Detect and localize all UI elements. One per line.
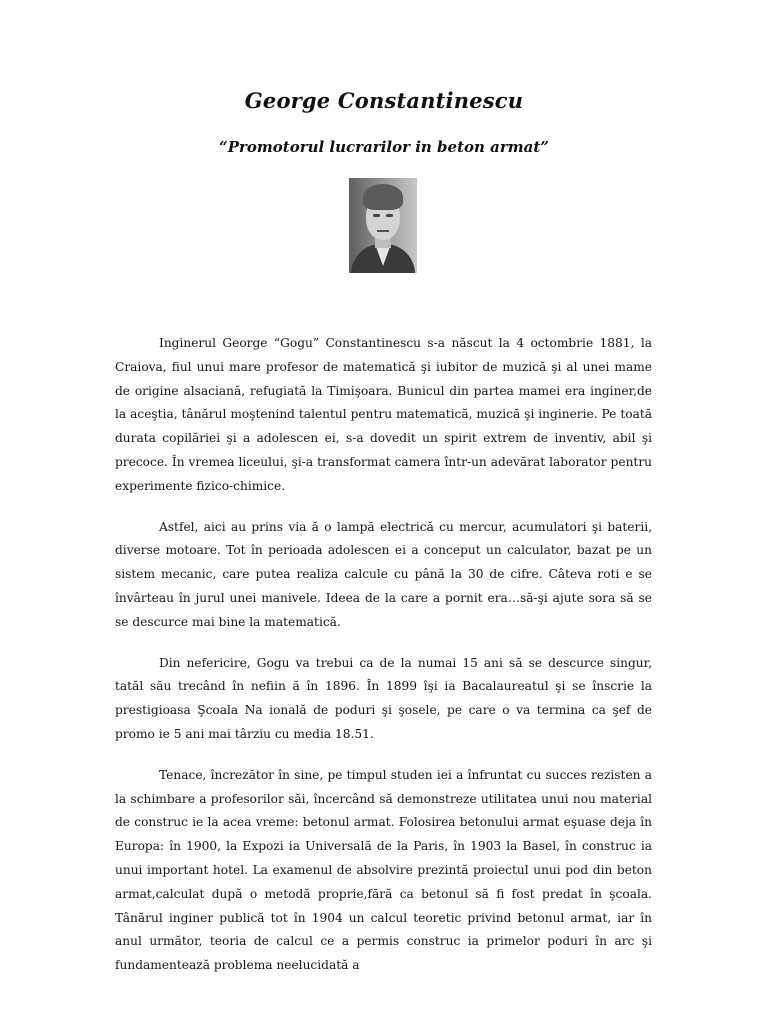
paragraph-1: Inginerul George “Gogu” Constantinescu s-a născut la 4 octombrie 1881, la Craiova, fiul unui mare profesor de matematică şi iubitor de muzică şi al unei mame de origine alsaciană, refugiată la Timişoara. Bunicul din partea mamei era inginer,de la aceştia, tânărul moştenind talentul pentru matematică, muzică şi inginerie. Pe toată durata copilăriei şi a adolescen ei, s-a dovedit un spirit extrem de inventiv, abil şi precoce. În vremea liceului, şi-a transformat camera într-un adevărat laborator pentru experimente fizico-chimice. bbox=[115, 336, 652, 493]
portrait-hair bbox=[363, 184, 403, 210]
paragraph-2: Astfel, aici au prins via ă o lampă electrică cu mercur, acumulatori şi baterii, diverse motoare. Tot în perioada adolescen ei a conceput un calculator, bazat pe un sistem mecanic, care putea realiza calcule cu până la 30 de cifre. Câteva roti e se învârteau în jurul unei manivele. Ideea de la care a pornit era…să-şi ajute sora să se se descurce mai bine la matematică. bbox=[115, 519, 652, 629]
portrait-eye-left bbox=[373, 214, 380, 217]
paragraph-3: Din nefericire, Gogu va trebui ca de la numai 15 ani să se descurce singur, tatăl său trecând în nefiin ă în 1896. În 1899 îşi ia Bacalaureatul şi se înscrie la prestigioasa Şcoala Na ională de poduri şi şosele, pe care o va termina ca şef de promo ie 5 ani mai târziu cu media 18.51. bbox=[115, 655, 652, 741]
portrait-mouth bbox=[377, 230, 389, 232]
document-subtitle: “Promotorul lucrarilor in beton armat” bbox=[219, 138, 549, 156]
portrait-eye-right bbox=[386, 214, 393, 217]
body-text bbox=[115, 332, 652, 995]
paragraph-4: Tenace, încrezător în sine, pe timpul studen iei a înfruntat cu succes rezisten a la schimbare a profesorilor săi, încercând să demonstreze utilitatea unui nou material de construc ie la acea vreme: betonul armat. Folosirea betonului armat eşuase deja în Europa: în 1900, la Expozi ia Universală de la Paris, în 1903 la Basel, în construc ia unui important hotel. La examenul de absolvire prezintă proiectul unui pod din beton armat,calculat după o metodă proprie,fără ca betonul să fi fost predat în şcoala. Tânărul inginer publică tot în 1904 un calcul teoretic privind betonul armat, iar în anul următor, teoria de calcul ce a permis construc ia primelor poduri în arc şi fundamentează problema neelucidată a bbox=[115, 767, 652, 973]
document-title: George Constantinescu bbox=[244, 88, 524, 113]
portrait-photo bbox=[349, 178, 417, 273]
